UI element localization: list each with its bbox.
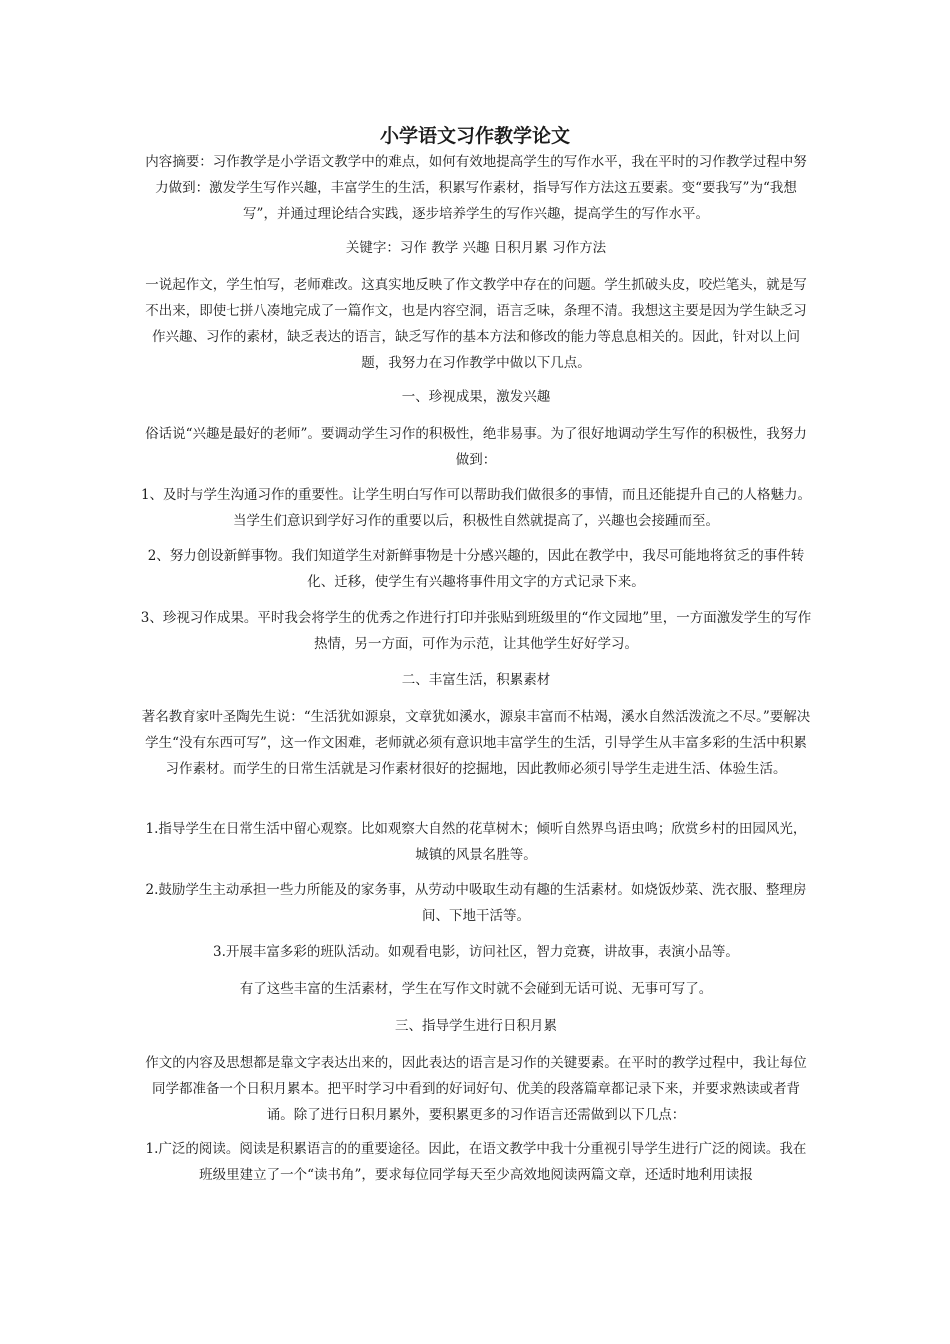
section-2-closing: 有了这些丰富的生活素材，学生在写作文时就不会碰到无话可说、无事可写了。 [239, 981, 713, 997]
section-3-item-1: 1.广泛的阅读。阅读是积累语言的的重要途径。因此，在语文教学中我十分重视引导学生进行广泛的阅读。我在班级里建立了一个“读书角”，要求每位同学每天至少高效地阅读两篇文章，还适时地利用读报 [145, 1141, 807, 1183]
section-2-heading: 二、丰富生活，积累素材 [401, 672, 551, 688]
section-1-paragraph: 俗话说“兴趣是最好的老师”。要调动学生习作的积极性，绝非易事。为了很好地调动学生写作的积极性，我努力做到： [145, 426, 807, 468]
section-3-paragraph: 作文的内容及思想都是靠文字表达出来的，因此表达的语言是习作的关键要素。在平时的教学过程中，我让每位同学都准备一个日积月累本。把平时学习中看到的好词好句、优美的段落篇章都记录下来，并要求熟读或者背诵。除了进行日积月累外，要积累更多的习作语言还需做到以下几点： [145, 1055, 807, 1123]
section-1-item-3: 3、珍视习作成果。平时我会将学生的优秀之作进行打印并张贴到班级里的“作文园地”里，一方面激发学生的写作热情，另一方面，可作为示范，让其他学生好好学习。 [140, 610, 812, 652]
section-2-item-1: 1.指导学生在日常生活中留心观察。比如观察大自然的花草树木；倾听自然界鸟语虫鸣；欣赏乡村的田园风光，城镇的风景名胜等。 [145, 821, 807, 863]
section-2-item-2: 2.鼓励学生主动承担一些力所能及的家务事，从劳动中吸取生动有趣的生活素材。如烧饭炒菜、洗衣服、整理房间、下地干活等。 [145, 882, 807, 924]
keywords-line: 关键字：习作 教学 兴趣 日积月累 习作方法 [345, 240, 607, 256]
section-1-item-1: 1、及时与学生沟通习作的重要性。让学生明白写作可以帮助我们做很多的事情，而且还能提升自己的人格魅力。当学生们意识到学好习作的重要以后，积极性自然就提高了，兴趣也会接踵而至。 [140, 487, 812, 529]
abstract-paragraph: 内容摘要：习作教学是小学语文教学中的难点，如何有效地提高学生的写作水平，我在平时的习作教学过程中努力做到：激发学生写作兴趣，丰富学生的生活，积累写作素材，指导写作方法这五要素。变“要我写”为“我想写”，并通过理论结合实践，逐步培养学生的写作兴趣，提高学生的写作水平。 [145, 154, 807, 222]
section-2-paragraph: 著名教育家叶圣陶先生说：“生活犹如源泉，文章犹如溪水，源泉丰富而不枯竭，溪水自然活泼流之不尽。”要解决学生“没有东西可写”，这一作文困难，老师就必须有意识地丰富学生的生活，引导学生从丰富多彩的生活中积累习作素材。而学生的日常生活就是习作素材很好的挖掘地，因此教师必须引导学生走进生活、体验生活。 [141, 709, 811, 777]
intro-paragraph: 一说起作文，学生怕写，老师难改。这真实地反映了作文教学中存在的问题。学生抓破头皮，咬烂笔头，就是写不出来，即使七拼八凑地完成了一篇作文，也是内容空洞，语言乏味，条理不清。我想这主要是因为学生缺乏习作兴趣、习作的素材，缺乏表达的语言，缺乏写作的基本方法和修改的能力等息息相关的。因此，针对以上问题，我努力在习作教学中做以下几点。 [145, 277, 807, 371]
section-3-heading: 三、指导学生进行日积月累 [395, 1018, 557, 1034]
section-2-item-3: 3.开展丰富多彩的班队活动。如观看电影，访问社区，智力竞赛，讲故事，表演小品等。 [213, 944, 739, 960]
section-1-item-2: 2、努力创设新鲜事物。我们知道学生对新鲜事物是十分感兴趣的，因此在教学中，我尽可能地将贫乏的事件转化、迁移，使学生有兴趣将事件用文字的方式记录下来。 [147, 548, 805, 590]
document-title: 小学语文习作教学论文 [379, 125, 570, 147]
section-1-heading: 一、珍视成果，激发兴趣 [401, 389, 551, 405]
